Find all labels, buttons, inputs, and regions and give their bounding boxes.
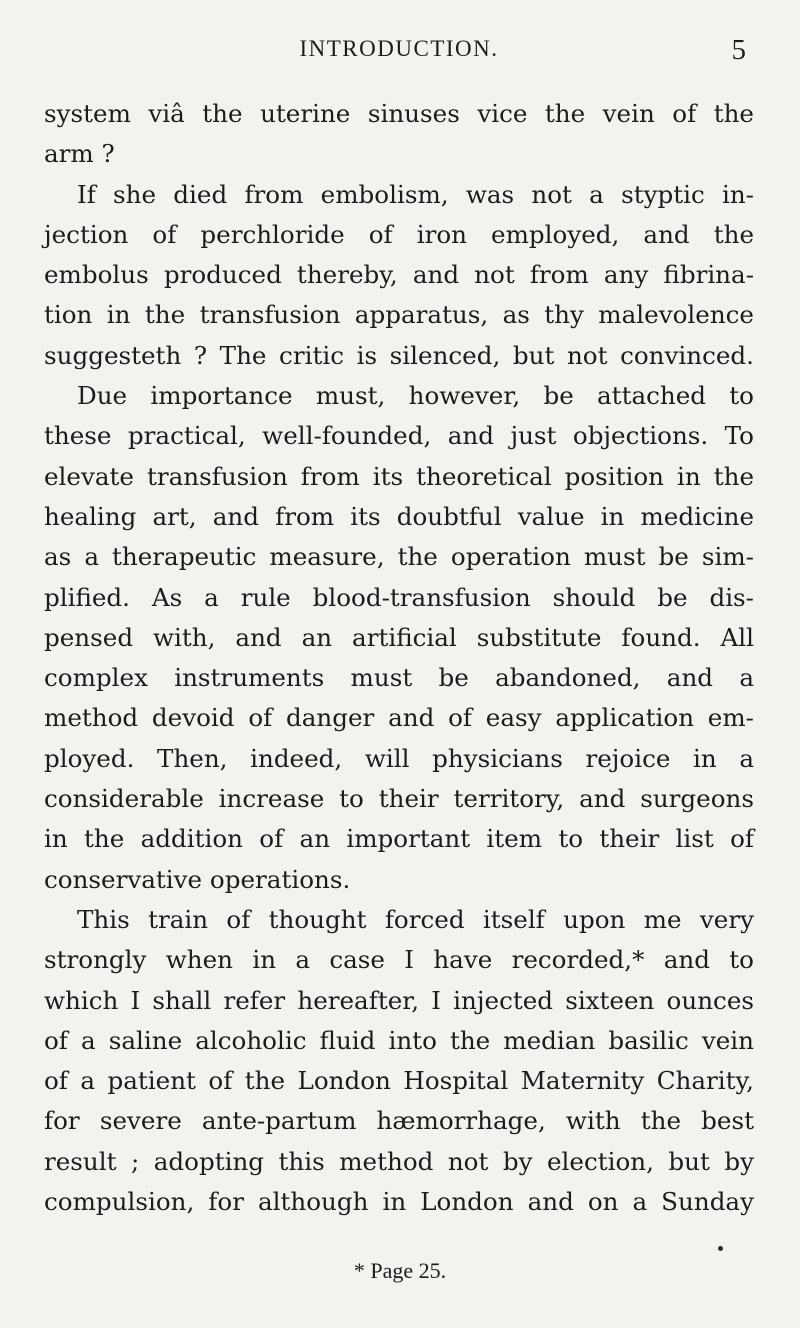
- body-text: [44, 94, 754, 1222]
- ink-speck: [718, 1246, 723, 1251]
- text-line: pensed with, and an artificial substitute found. All: [44, 622, 754, 652]
- text-line: If she died from embolism, was not a styptic in-: [77, 179, 754, 209]
- text-line: considerable increase to their territory, and surgeons: [44, 784, 754, 814]
- page-number: 5: [731, 34, 746, 66]
- running-head: [44, 36, 754, 70]
- text-line: of a patient of the London Hospital Maternity Charity,: [44, 1066, 754, 1096]
- text-line: complex instruments must be abandoned, and a: [44, 663, 754, 693]
- text-line: system viâ the uterine sinuses vice the vein of the: [44, 99, 754, 128]
- text-line: conservative operations.: [44, 864, 351, 894]
- text-line: elevate transfusion from its theoretical position in the: [44, 461, 754, 491]
- text-line: This train of thought forced itself upon me very: [77, 904, 754, 934]
- text-line: ployed. Then, indeed, will physicians rejoice in a: [44, 743, 754, 773]
- text-line: which I shall refer hereafter, I injected sixteen ounces: [44, 985, 754, 1015]
- running-title: INTRODUCTION.: [299, 36, 499, 61]
- text-line: method devoid of danger and of easy application em-: [44, 703, 754, 733]
- text-line: embolus produced thereby, and not from any fibrina-: [44, 260, 754, 290]
- text-line: result ; adopting this method not by election, but by: [44, 1146, 754, 1176]
- footnote: * Page 25.: [353, 1258, 447, 1283]
- text-line: compulsion, for although in London and on a Sunday: [44, 1187, 754, 1217]
- text-line: these practical, well-founded, and just objections. To: [44, 421, 754, 451]
- text-line: for severe ante-partum hæmorrhage, with the best: [44, 1106, 754, 1136]
- text-line: jection of perchloride of iron employed, and the: [44, 219, 754, 249]
- text-line: arm ?: [44, 139, 115, 169]
- text-line: suggesteth ? The critic is silenced, but not convinced.: [44, 340, 754, 370]
- text-line: Due importance must, however, be attached to: [77, 381, 754, 411]
- text-line: healing art, and from its doubtful value in medicine: [44, 501, 754, 531]
- text-line: of a saline alcoholic fluid into the median basilic vein: [44, 1025, 754, 1055]
- text-line: tion in the transfusion apparatus, as thy malevolence: [44, 300, 754, 330]
- text-line: as a therapeutic measure, the operation must be sim-: [44, 542, 754, 572]
- text-line: strongly when in a case I have recorded,* and to: [44, 945, 754, 975]
- text-line: plified. As a rule blood-transfusion should be dis-: [44, 582, 754, 612]
- text-line: in the addition of an important item to their list of: [44, 824, 754, 854]
